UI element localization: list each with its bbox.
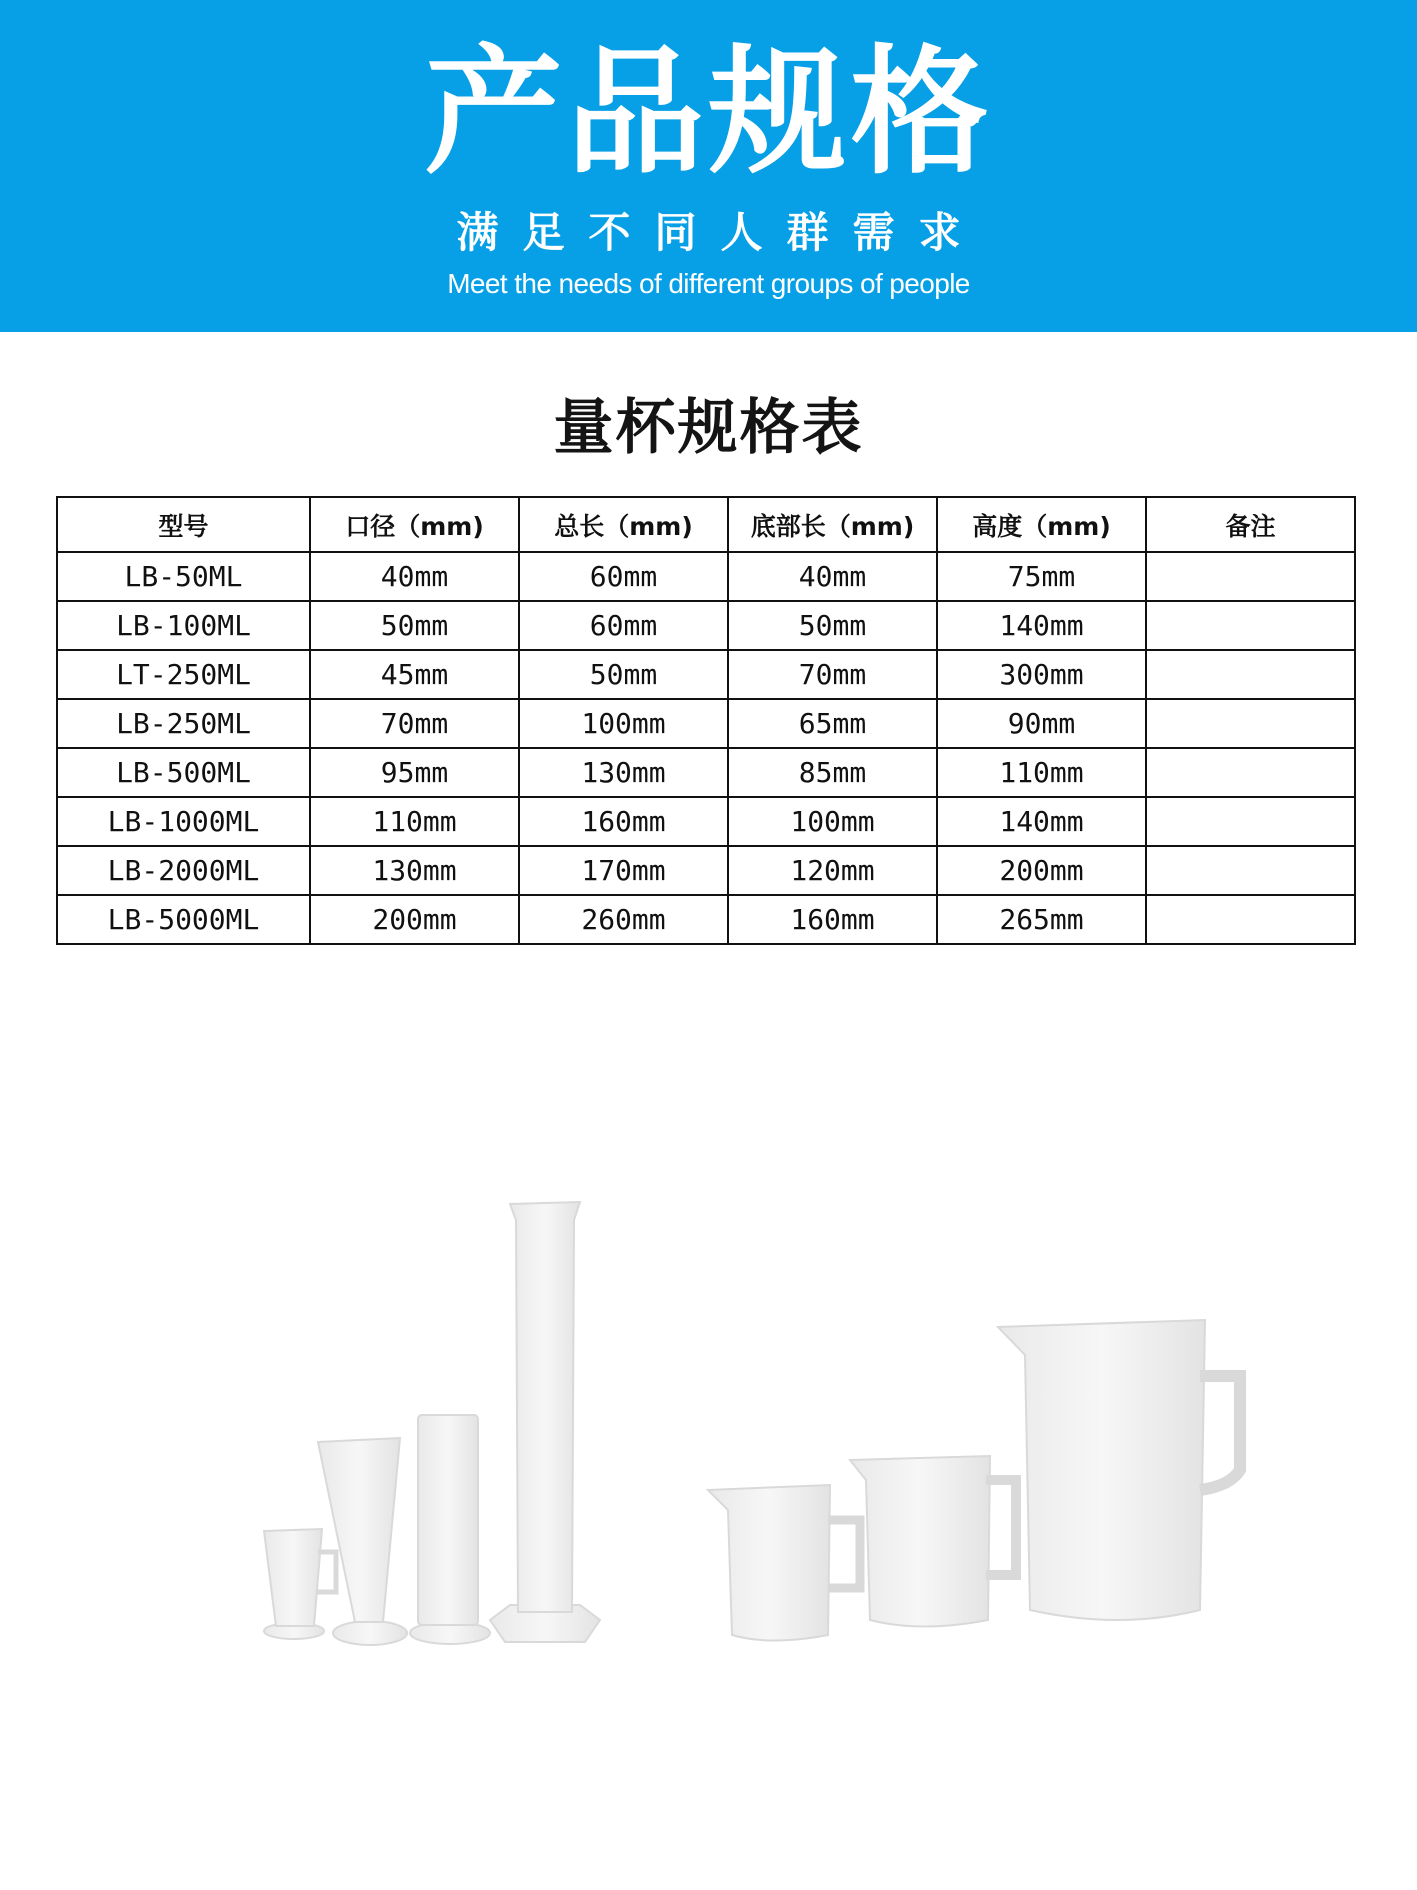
header-remarks: 备注 bbox=[1146, 497, 1355, 552]
table-row bbox=[57, 650, 1355, 699]
cell-model: LB-250ML bbox=[57, 699, 310, 748]
table-header-row bbox=[57, 497, 1355, 552]
header-height: 高度（mm) bbox=[937, 497, 1146, 552]
cell-model: LB-100ML bbox=[57, 601, 310, 650]
graduated-cylinder-icon bbox=[318, 1438, 407, 1645]
cell-model: LB-50ML bbox=[57, 552, 310, 601]
cell-remarks bbox=[1146, 699, 1355, 748]
cell-total-length: 60mm bbox=[519, 552, 728, 601]
cell-remarks bbox=[1146, 846, 1355, 895]
table-row bbox=[57, 552, 1355, 601]
cell-bottom-length: 85mm bbox=[728, 748, 937, 797]
cell-bottom-length: 40mm bbox=[728, 552, 937, 601]
cell-mouth-diameter: 40mm bbox=[310, 552, 519, 601]
banner-subtitle-en: Meet the needs of different groups of people bbox=[447, 268, 970, 299]
cell-height: 75mm bbox=[937, 552, 1146, 601]
cell-total-length: 100mm bbox=[519, 699, 728, 748]
cell-height: 300mm bbox=[937, 650, 1146, 699]
cell-mouth-diameter: 95mm bbox=[310, 748, 519, 797]
cell-bottom-length: 50mm bbox=[728, 601, 937, 650]
cell-bottom-length: 70mm bbox=[728, 650, 937, 699]
measuring-cup-icon bbox=[708, 1485, 860, 1641]
cell-total-length: 130mm bbox=[519, 748, 728, 797]
cell-model: LB-1000ML bbox=[57, 797, 310, 846]
cell-mouth-diameter: 110mm bbox=[310, 797, 519, 846]
cell-height: 265mm bbox=[937, 895, 1146, 944]
cell-mouth-diameter: 50mm bbox=[310, 601, 519, 650]
cell-bottom-length: 100mm bbox=[728, 797, 937, 846]
table-row bbox=[57, 748, 1355, 797]
cell-mouth-diameter: 200mm bbox=[310, 895, 519, 944]
cell-total-length: 50mm bbox=[519, 650, 728, 699]
table-title: 量杯规格表 bbox=[553, 393, 864, 463]
cell-remarks bbox=[1146, 748, 1355, 797]
banner-subtitle-cn: 满足不同人群需求 bbox=[456, 208, 985, 257]
header-bottom-length: 底部长（mm) bbox=[728, 497, 937, 552]
table-row bbox=[57, 895, 1355, 944]
measuring-cup-icon bbox=[998, 1320, 1240, 1620]
cell-height: 200mm bbox=[937, 846, 1146, 895]
cell-total-length: 60mm bbox=[519, 601, 728, 650]
cell-bottom-length: 120mm bbox=[728, 846, 937, 895]
cell-total-length: 260mm bbox=[519, 895, 728, 944]
cell-total-length: 160mm bbox=[519, 797, 728, 846]
cell-remarks bbox=[1146, 797, 1355, 846]
cell-remarks bbox=[1146, 895, 1355, 944]
cell-mouth-diameter: 70mm bbox=[310, 699, 519, 748]
product-photo bbox=[0, 1180, 1417, 1680]
cell-remarks bbox=[1146, 552, 1355, 601]
measuring-cup-icon bbox=[850, 1456, 1016, 1627]
cell-mouth-diameter: 130mm bbox=[310, 846, 519, 895]
cell-model: LB-2000ML bbox=[57, 846, 310, 895]
cell-mouth-diameter: 45mm bbox=[310, 650, 519, 699]
cell-remarks bbox=[1146, 601, 1355, 650]
graduated-cylinder-icon bbox=[490, 1202, 600, 1642]
table-row bbox=[57, 601, 1355, 650]
table-row bbox=[57, 846, 1355, 895]
cell-bottom-length: 160mm bbox=[728, 895, 937, 944]
header-total-length: 总长（mm) bbox=[519, 497, 728, 552]
cell-height: 140mm bbox=[937, 601, 1146, 650]
cell-model: LT-250ML bbox=[57, 650, 310, 699]
banner-title: 产品规格 bbox=[424, 32, 993, 193]
measuring-cup-icon bbox=[264, 1529, 336, 1639]
cell-height: 110mm bbox=[937, 748, 1146, 797]
cell-height: 90mm bbox=[937, 699, 1146, 748]
cell-remarks bbox=[1146, 650, 1355, 699]
spec-table bbox=[56, 496, 1356, 945]
cell-height: 140mm bbox=[937, 797, 1146, 846]
cell-bottom-length: 65mm bbox=[728, 699, 937, 748]
graduated-cylinder-icon bbox=[410, 1415, 490, 1644]
cell-model: LB-5000ML bbox=[57, 895, 310, 944]
table-row bbox=[57, 699, 1355, 748]
header-banner bbox=[0, 0, 1417, 332]
header-mouth-diameter: 口径（mm) bbox=[310, 497, 519, 552]
cell-model: LB-500ML bbox=[57, 748, 310, 797]
header-model: 型号 bbox=[57, 497, 310, 552]
cell-total-length: 170mm bbox=[519, 846, 728, 895]
table-row bbox=[57, 797, 1355, 846]
